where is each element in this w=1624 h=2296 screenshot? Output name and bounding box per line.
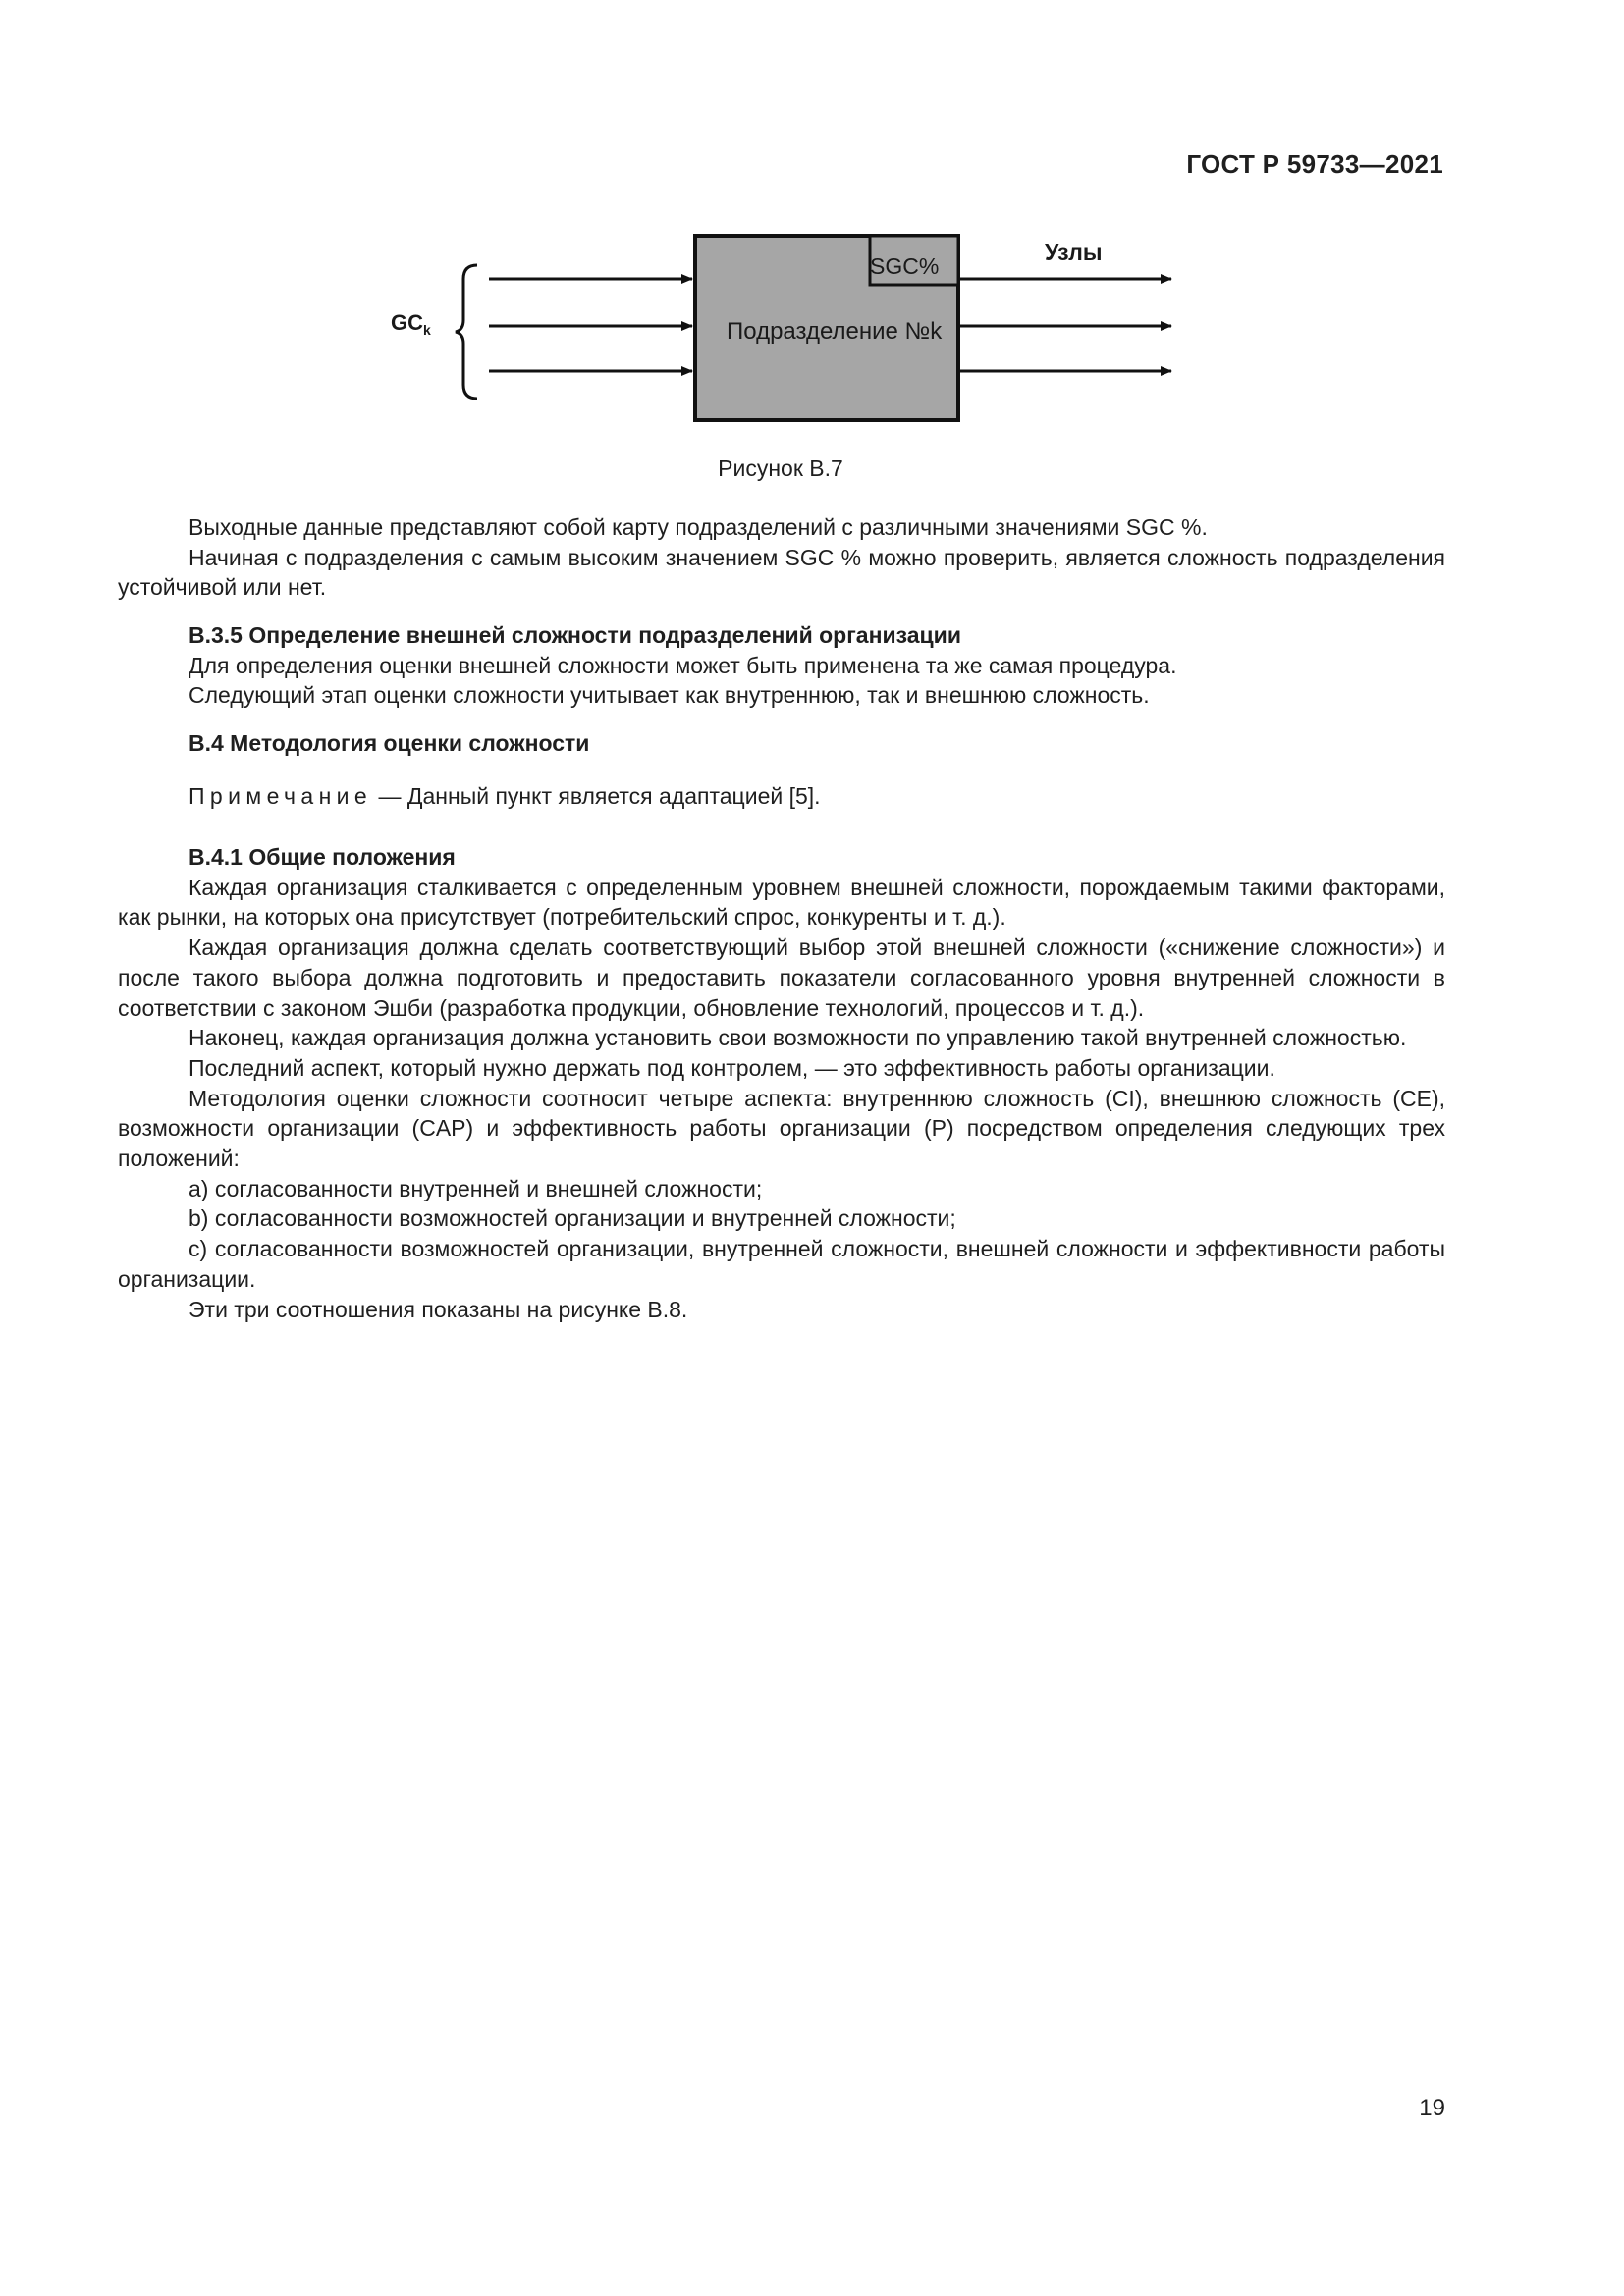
section-heading: В.4 Методология оценки сложности (189, 730, 590, 756)
paragraph: Следующий этап оценки сложности учитывает как внутреннюю, так и внешнюю сложность. (189, 682, 1150, 709)
paragraph: Выходные данные представляют собой карту подразделений с различными значениями SGC %. (189, 514, 1208, 540)
page-number: 19 (1419, 2095, 1445, 2121)
list-item: b) согласованности возможностей организации и внутренней сложности; (189, 1205, 956, 1232)
note-label: Примечание (189, 783, 373, 809)
section-b35 (118, 620, 1445, 711)
list-item: c) согласованности возможностей организации, внутренней сложности, внешней сложности и эффективности работы организации. (118, 1236, 1445, 1292)
paragraph: Эти три соотношения показаны на рисунке В.8. (189, 1296, 688, 1322)
input-brace (456, 265, 477, 399)
note-text: — Данный пункт является адаптацией [5]. (372, 783, 821, 809)
unit-label: Подразделение №k (727, 318, 943, 345)
sgc-label: SGC% (870, 253, 940, 279)
paragraph: Наконец, каждая организация должна установить свои возможности по управлению такой внутренней сложностью. (189, 1025, 1407, 1051)
body-text-1 (118, 512, 1445, 603)
paragraph: Начиная с подразделения с самым высоким значением SGC % можно проверить, является сложность подразделения устойчивой или нет. (118, 544, 1445, 601)
section-b4 (118, 728, 1445, 759)
paragraph: Методология оценки сложности соотносит четыре аспекта: внутреннюю сложность (CI), внешнюю сложность (CE), возможности организации (CAP) и эффективность работы организации (P) посредством определения следующих трех положений: (118, 1085, 1445, 1172)
paragraph: Для определения оценки внешней сложности может быть применена та же самая процедура. (189, 652, 1177, 678)
section-b41 (118, 842, 1445, 1324)
paragraph: Каждая организация сталкивается с определенным уровнем внешней сложности, порождаемым такими факторами, как рынки, на которых она присутствует (потребительский спрос, конкуренты и т. д.). (118, 874, 1445, 931)
output-label: Узлы (1045, 240, 1103, 265)
input-subscript: k (423, 322, 431, 338)
paragraph: Последний аспект, который нужно держать под контролем, — это эффективность работы организации. (189, 1054, 1275, 1081)
figure-caption: Рисунок В.7 (718, 455, 843, 481)
section-heading: В.3.5 Определение внешней сложности подразделений организации (189, 622, 961, 648)
section-heading: В.4.1 Общие положения (189, 844, 456, 870)
paragraph: Каждая организация должна сделать соответствующий выбор этой внешней сложности («снижение сложности») и после такого выбора должна подготовить и предоставить показатели согласованного уровня внутренней сложности в соответствии с законом Эшби (разработка продукции, обновление технологий, процессов и т. д.). (118, 934, 1445, 1021)
list-item: a) согласованности внутренней и внешней сложности; (189, 1175, 763, 1201)
figure-b7 (373, 224, 1208, 440)
note (118, 781, 1445, 812)
input-label: $GC_k$ (391, 310, 431, 338)
document-code: ГОСТ Р 59733—2021 (1186, 149, 1443, 179)
note-line (118, 781, 1445, 812)
